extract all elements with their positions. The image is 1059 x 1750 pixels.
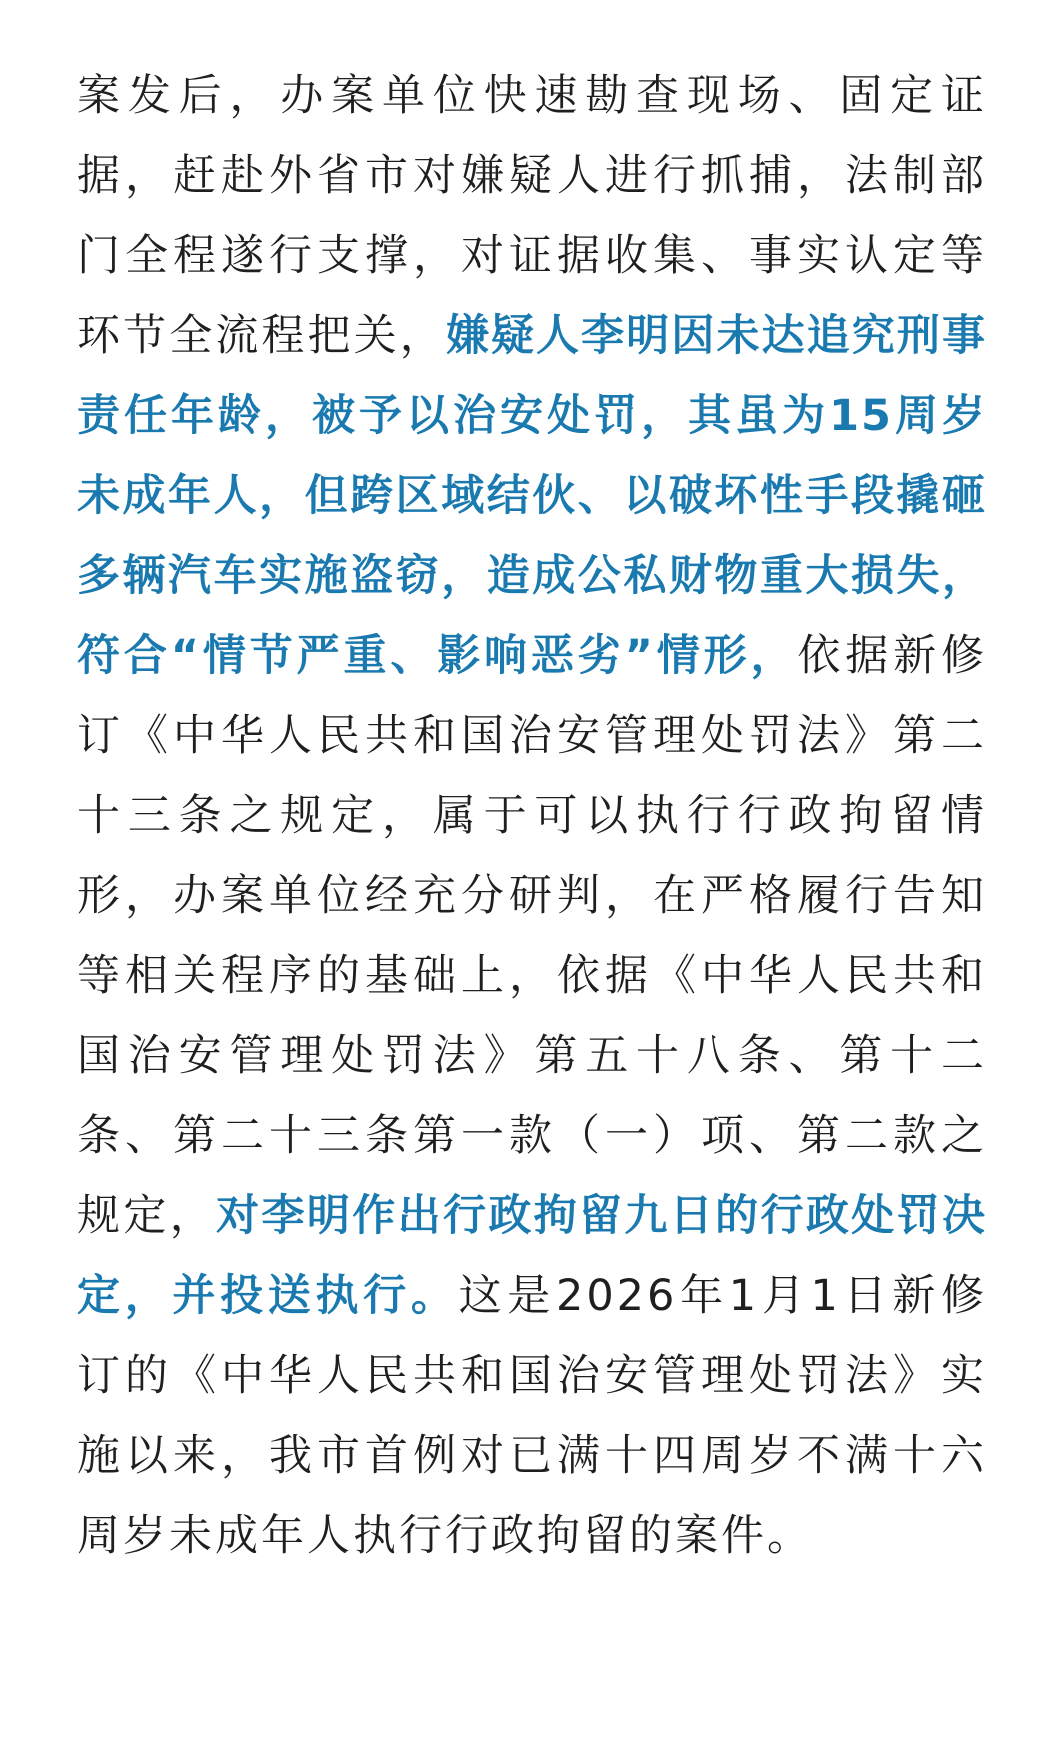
highlighted-segment-penalty-decision: 对李明作出行政拘留九日的行政处罚决定，并投送执行。	[77, 1191, 988, 1321]
highlighted-segment-suspect-circumstances: 嫌疑人李明因未达追究刑事责任年龄，被予以治安处罚，其虽为15周岁未成年人，但跨区域结伙、以破坏性手段撬砸多辆汽车实施盗窃，造成公私财物重大损失，符合“情节严重、影响恶劣”情形，	[77, 311, 988, 681]
text-segment-legal-basis: 依据新修订《中华人民共和国治安管理处罚法》第二十三条之规定，属于可以执行行政拘留情形，办案单位经充分研判，在严格履行告知等相关程序的基础上，依据《中华人民共和国治安管理处罚法》第五十八条、第十二条、第二十三条第一款（一）项、第二款之规定，	[77, 631, 987, 1241]
article-paragraph	[77, 56, 987, 1576]
text-segment-case-handling: 案发后，办案单位快速勘查现场、固定证据，赶赴外省市对嫌疑人进行抓捕，法制部门全程遂行支撑，对证据收集、事实认定等环节全流程把关，	[77, 71, 987, 361]
text-segment-first-case-note: 这是2026年1月1日新修订的《中华人民共和国治安管理处罚法》实施以来，我市首例对已满十四周岁不满十六周岁未成年人执行行政拘留的案件。	[77, 1271, 987, 1561]
